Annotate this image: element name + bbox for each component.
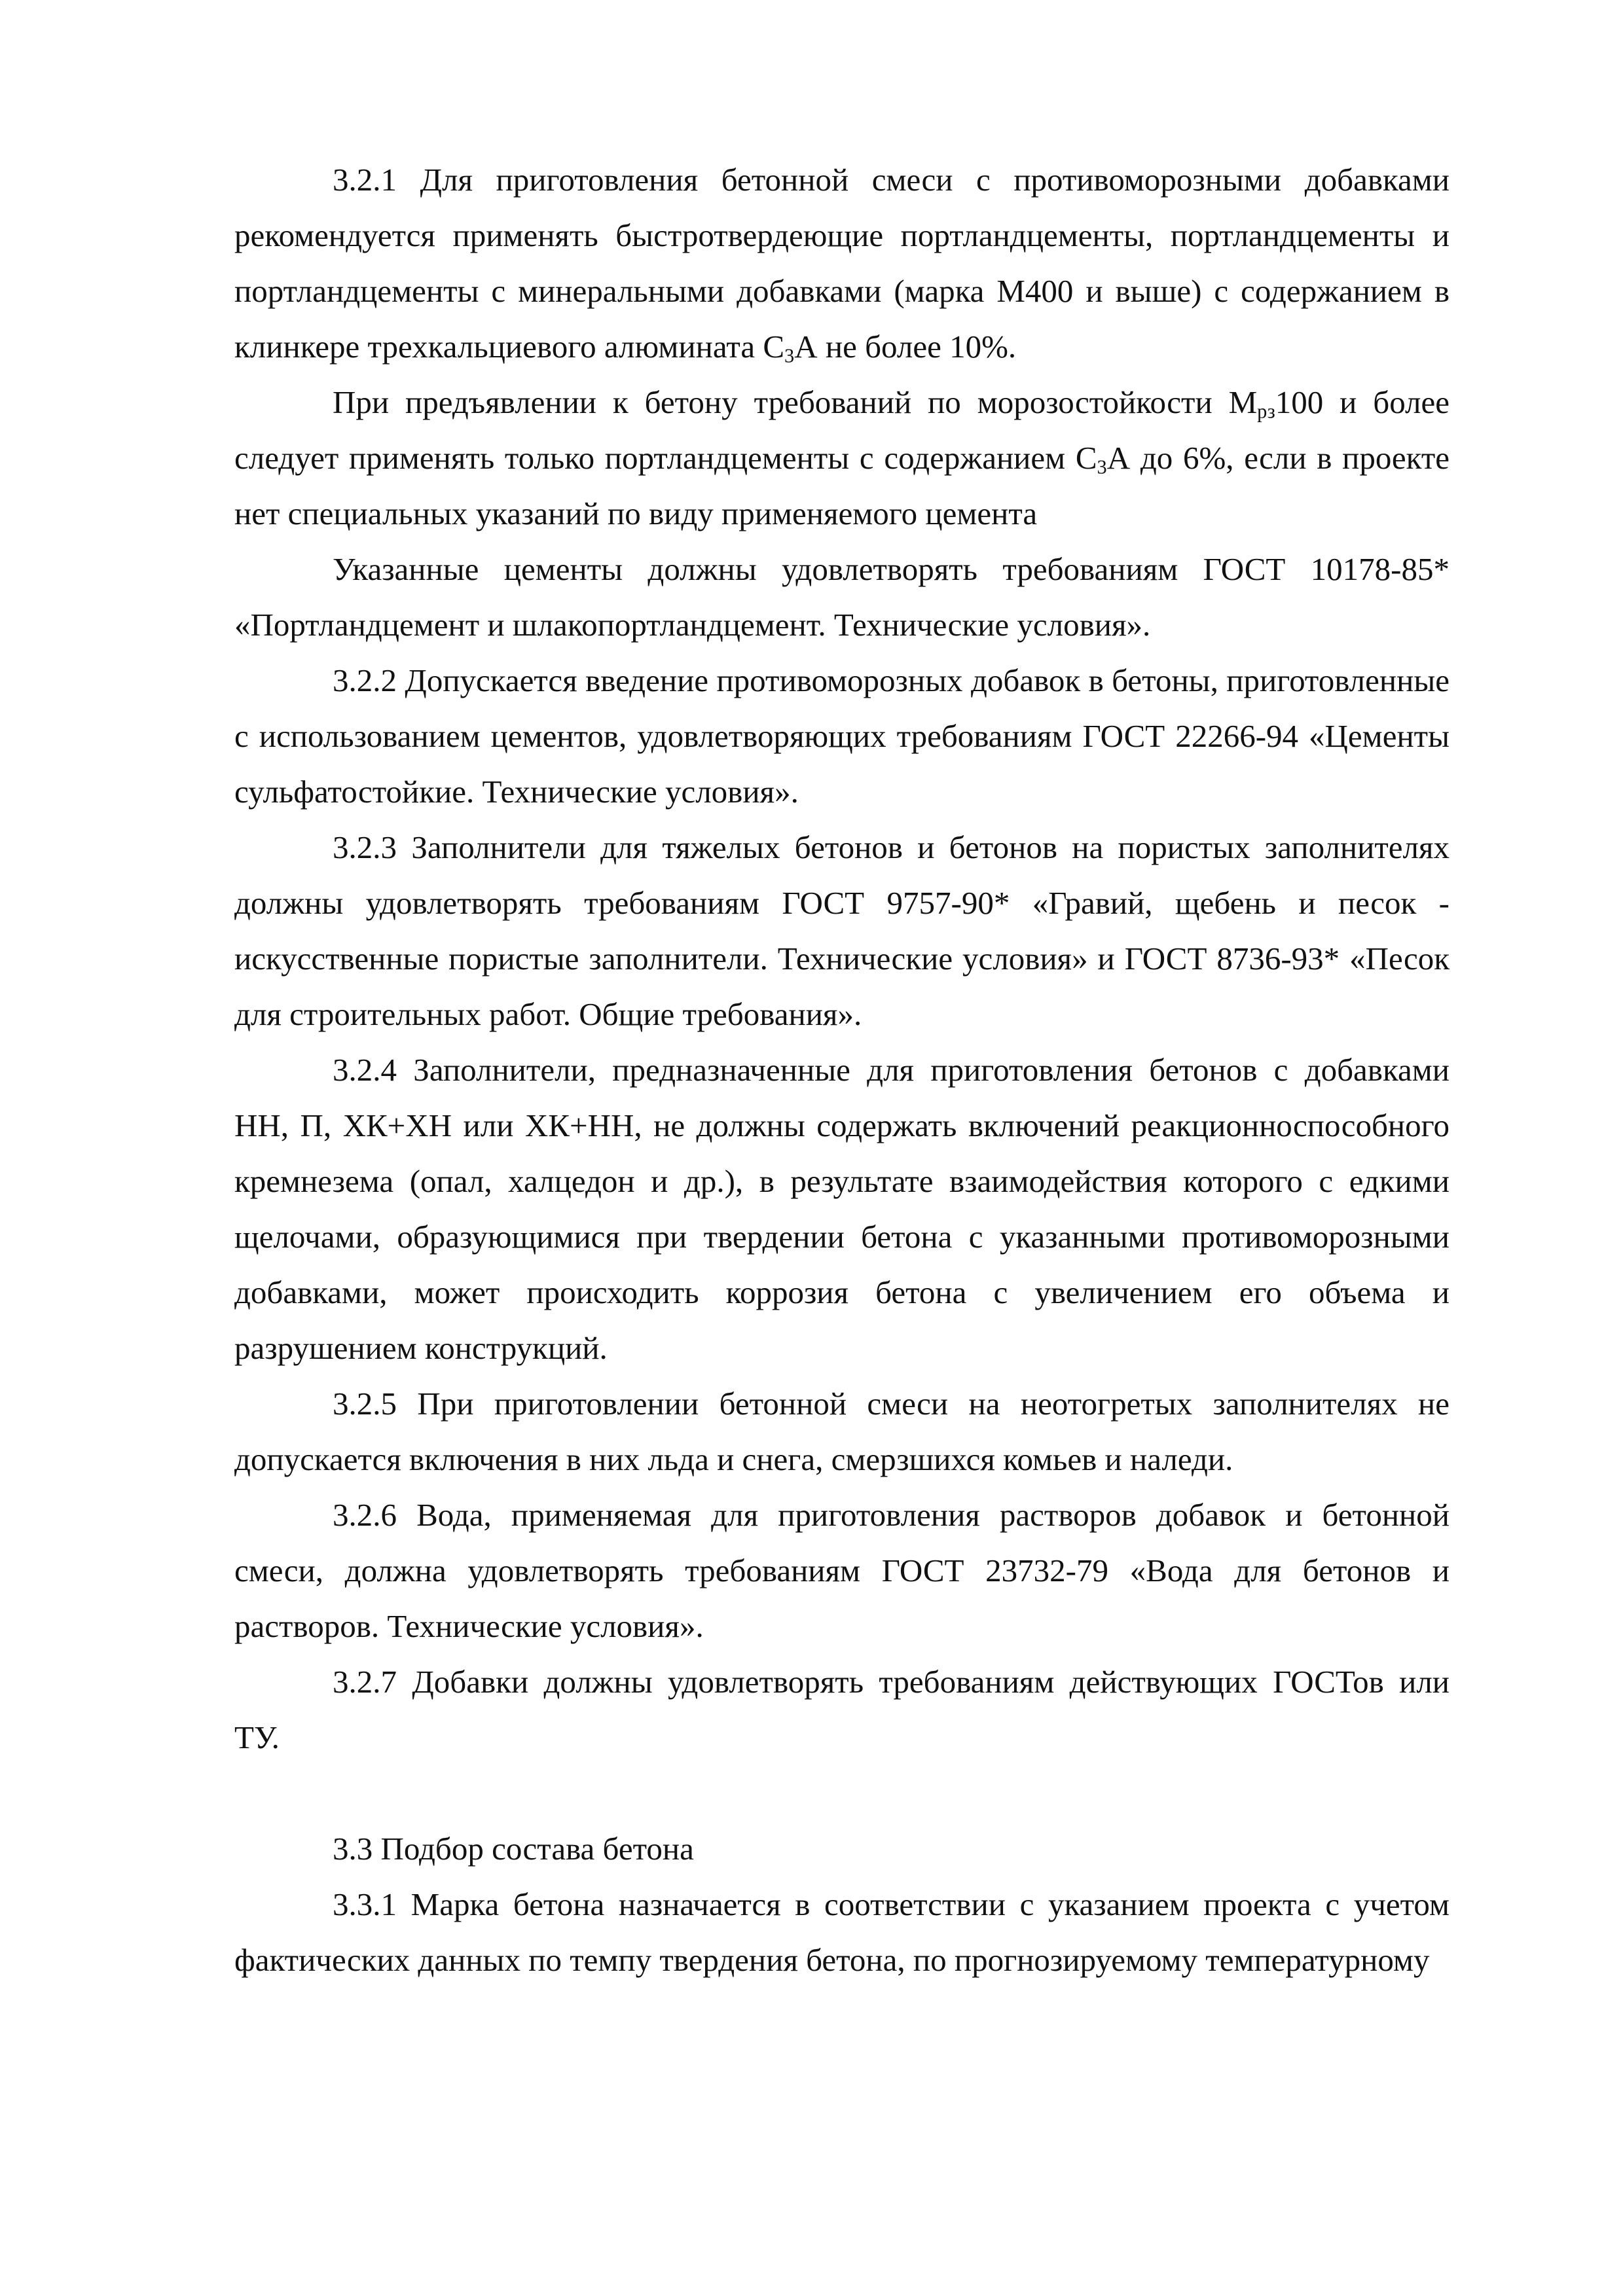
paragraph-3-2-7: 3.2.7 Добавки должны удовлетворять требованиям действующих ГОСТов или ТУ. [234,1664,1450,1755]
paragraph-3-2-3: 3.2.3 Заполнители для тяжелых бетонов и бетонов на пористых заполнителях должны удовлетворять требованиям ГОСТ 9757-90* «Гравий, щебень и песок - искусственные пористые заполнители. Технические условия» и ГОСТ 8736-93* «Песок для строительных работ. Общие требования». [234,829,1450,1032]
paragraph-frost-resistance: При предъявлении к бетону требований по морозостойкости $М_{рз}100$ и более следует применять только портландцементы с содержанием $С_3А$ до 6%, если в проекте нет специальных указаний по виду применяемого цемента [234,384,1450,531]
paragraph-3-2-5: 3.2.5 При приготовлении бетонной смеси на неотогретых заполнителях не допускается включения в них льда и снега, смерзшихся комьев и наледи. [234,1386,1450,1477]
paragraph-3-2-2: 3.2.2 Допускается введение противоморозных добавок в бетоны, приготовленные с использованием цементов, удовлетворяющих требованиям ГОСТ 22266-94 «Цементы сульфатостойкие. Технические условия». [234,662,1450,810]
paragraph-gost-10178: Указанные цементы должны удовлетворять требованиям ГОСТ 10178-85* «Портландцемент и шлакопортландцемент. Технические условия». [234,551,1450,643]
section-heading: 3.3 Подбор состава бетона [333,1831,694,1867]
paragraph-3-2-1: 3.2.1 Для приготовления бетонной смеси с противоморозными добавками рекомендуется применять быстротвердеющие портландцементы, портландцементы и портландцементы с минеральными добавками (марка М400 и выше) с содержанием в клинкере трехкальциевого алюмината $С_3А$ не более 10%. [234,162,1450,367]
paragraph-3-2-4: 3.2.4 Заполнители, предназначенные для приготовления бетонов с добавками НН, П, ХК+ХН или ХК+НН, не должны содержать включений реакционноспособного кремнезема (опал, халцедон и др.), в результате взаимодействия которого с едкими щелочами, образующимися при твердении бетона с указанными противоморозными добавками, может происходить коррозия бетона с увеличением его объема и разрушением конструкций. [234,1052,1450,1366]
section-spacer [234,1765,1450,1821]
paragraph-3-2-6: 3.2.6 Вода, применяемая для приготовления растворов добавок и бетонной смеси, должна удовлетворять требованиям ГОСТ 23732-79 «Вода для бетонов и растворов. Технические условия». [234,1497,1450,1644]
document-body [234,152,1450,1988]
paragraph-3-3-1: 3.3.1 Марка бетона назначается в соответствии с указанием проекта с учетом фактических данных по темпу твердения бетона, по прогнозируемому температурному [234,1886,1450,1978]
